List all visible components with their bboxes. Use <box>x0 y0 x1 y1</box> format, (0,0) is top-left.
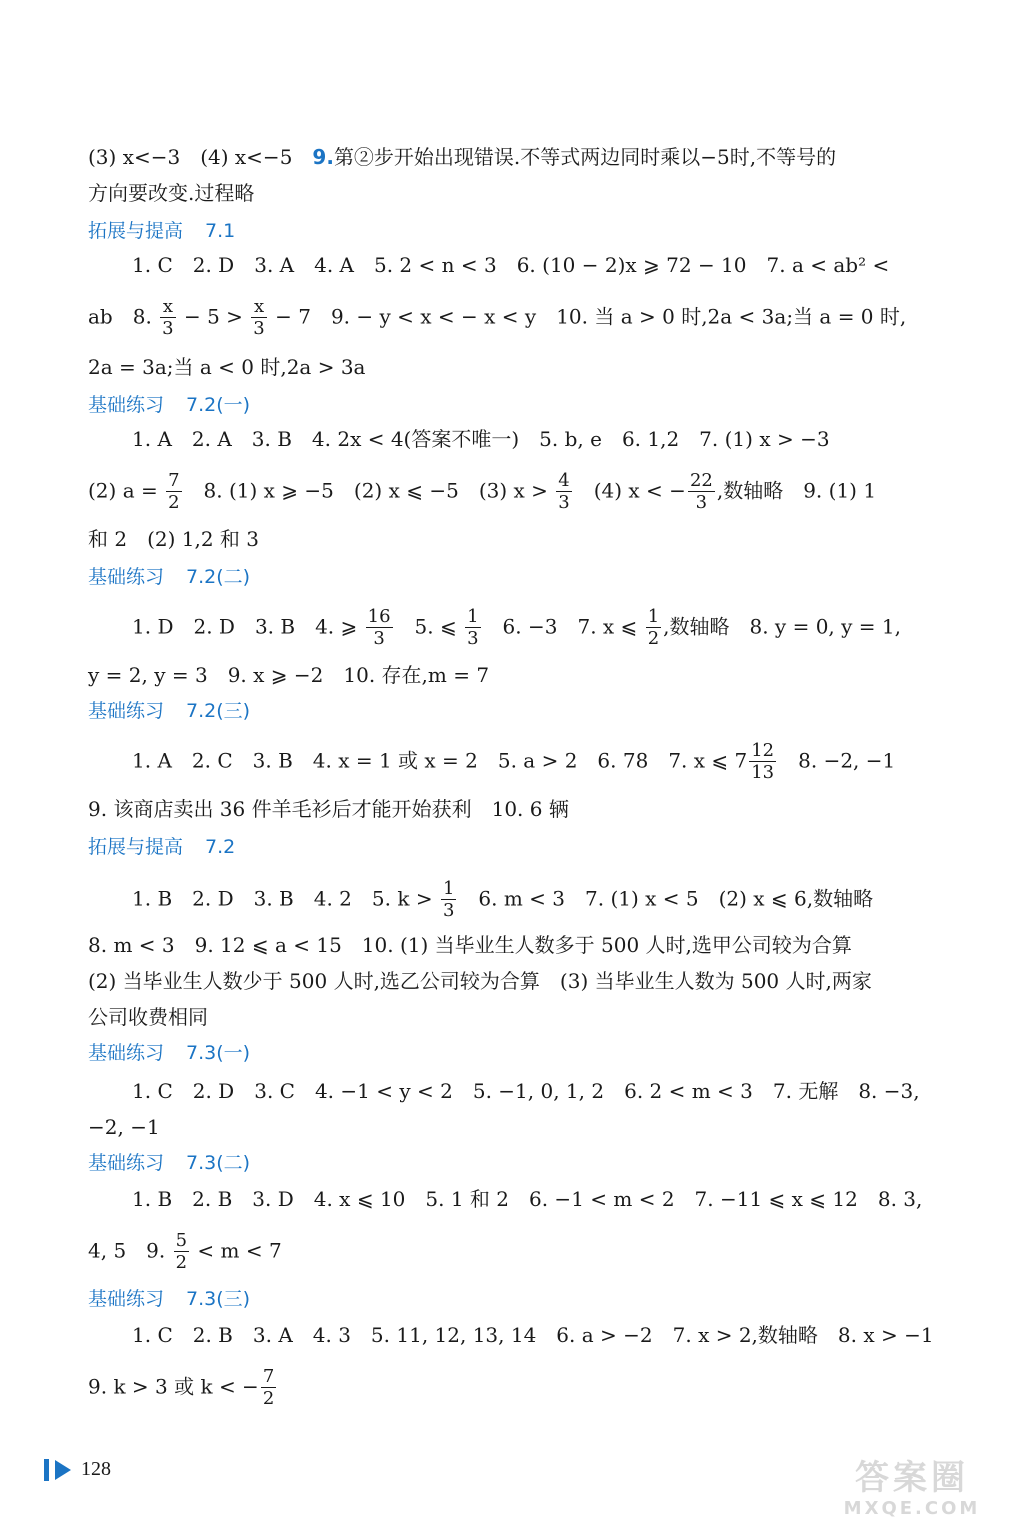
section-heading: 基础练习 7.2(一) <box>88 394 251 416</box>
fraction: $\frac{1}{3}$ <box>442 878 455 921</box>
fraction: $\frac{5}{2}$ <box>175 1230 188 1273</box>
text-line: 1. C 2. B 3. A 4. 3 5. 11, 12, 13, 14 6. a > −2 7. x > 2,数轴略 8. x > −1 <box>132 1323 934 1347</box>
text-line: 1. B 2. D 3. B 4. 2 5. k > $\frac{1}{3}$ 6. m < 3 7. (1) x < 5 (2) x ⩽ 6,数轴略 <box>132 878 874 921</box>
fraction: $\frac{16}{3}$ <box>367 606 391 649</box>
section-heading: 拓展与提高 7.1 <box>88 220 236 242</box>
text-line: y = 2, y = 3 9. x ⩾ −2 10. 存在,m = 7 <box>88 663 490 687</box>
fraction: $\frac{12}{13}$ <box>751 740 775 783</box>
text-line: 公司收费相同 <box>88 1005 208 1029</box>
section-heading: 基础练习 7.3(三) <box>88 1288 251 1310</box>
text-line: 9. k > 3 或 k < − $\frac{7}{2}$ <box>88 1366 275 1409</box>
text-line: 9. 该商店卖出 36 件羊毛衫后才能开始获利 10. 6 辆 <box>88 797 569 821</box>
text-line: 8. m < 3 9. 12 ⩽ a < 15 10. (1) 当毕业生人数多于 500 人时,选甲公司较为合算 <box>88 933 852 957</box>
page-footer <box>44 1458 111 1481</box>
fraction: $\frac{7}{2}$ <box>262 1366 275 1409</box>
watermark-logo: 答案圈 MXQE.COM <box>843 1458 981 1519</box>
section-heading: 基础练习 7.2(二) <box>88 566 251 588</box>
text-line: 1. C 2. D 3. C 4. −1 < y < 2 5. −1, 0, 1, 2 6. 2 < m < 3 7. 无解 8. −3, <box>132 1079 920 1103</box>
text-line: (2) 当毕业生人数少于 500 人时,选乙公司较为合算 (3) 当毕业生人数为 500 人时,两家 <box>88 969 872 993</box>
fraction: $\frac{1}{3}$ <box>467 606 479 649</box>
text-line: 4, 5 9. $\frac{5}{2}$ < m < 7 <box>88 1230 282 1273</box>
page-number: 128 <box>81 1458 111 1480</box>
section-heading: 基础练习 7.2(三) <box>88 700 251 722</box>
footer-bar-icon <box>44 1459 49 1481</box>
text-line: 1. A 2. A 3. B 4. 2x < 4(答案不唯一) 5. b, e 6. 1,2 7. (1) x > −3 <box>132 427 830 451</box>
text-line: (2) a = $\frac{7}{2}$ 8. (1) x ⩾ −5 (2) x ⩽ −5 (3) x > $\frac{4}{3}$ (4) x < − $\frac{22}{3}$ ,数轴略 9. (1) 1 <box>88 470 877 513</box>
text-line: ab 8. $\frac{x}{3}$ − 5 > $\frac{x}{3}$ − 7 9. − y < x < − x < y 10. 当 a > 0 时,2a < 3a;当 a = 0 时, <box>88 296 907 339</box>
fraction: $\frac{x}{3}$ <box>162 296 174 339</box>
fraction: $\frac{7}{2}$ <box>168 470 180 513</box>
text-line: −2, −1 <box>88 1115 160 1139</box>
text-line: 1. A 2. C 3. B 4. x = 1 或 x = 2 5. a > 2 6. 78 7. x ⩽ 7 $\frac{12}{13}$ 8. −2, −1 <box>132 740 896 783</box>
section-heading: 基础练习 7.3(一) <box>88 1042 251 1064</box>
play-arrow-icon <box>55 1460 71 1480</box>
text-line: 1. D 2. D 3. B 4. ⩾ $\frac{16}{3}$ 5. ⩽ $\frac{1}{3}$ 6. −3 7. x ⩽ $\frac{1}{2}$ ,数轴略 8. y = 0, y = 1, <box>132 606 902 649</box>
text-line: 2a = 3a;当 a < 0 时,2a > 3a <box>88 355 366 379</box>
text-line: 和 2 (2) 1,2 和 3 <box>88 527 260 551</box>
section-heading: 拓展与提高 7.2 <box>88 836 236 858</box>
text-line: (3) x<−3 (4) x<−5 9.第②步开始出现错误.不等式两边同时乘以−5时,不等号的 <box>88 145 837 169</box>
text-line: 1. B 2. B 3. D 4. x ⩽ 10 5. 1 和 2 6. −1 < m < 2 7. −11 ⩽ x ⩽ 12 8. 3, <box>132 1187 923 1211</box>
text-line: 1. C 2. D 3. A 4. A 5. 2 < n < 3 6. (10 − 2)x ⩾ 72 − 10 7. a < ab² < <box>132 253 890 277</box>
fraction: $\frac{22}{3}$ <box>689 470 713 513</box>
text-line: 方向要改变.过程略 <box>88 181 255 205</box>
section-heading: 基础练习 7.3(二) <box>88 1152 251 1174</box>
fraction: $\frac{1}{2}$ <box>647 606 660 649</box>
fraction: $\frac{4}{3}$ <box>558 470 570 513</box>
fraction: $\frac{x}{3}$ <box>253 296 265 339</box>
